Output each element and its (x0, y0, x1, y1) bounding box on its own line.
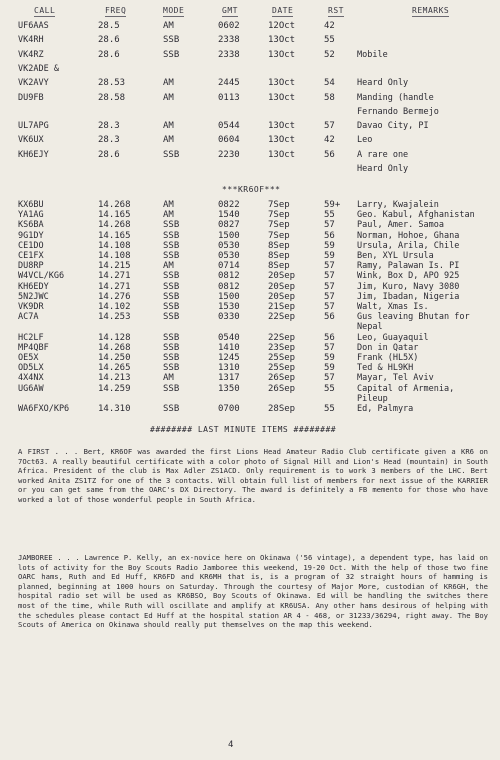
freq-cell: 14.271 (98, 281, 131, 292)
date-cell: 13Oct (268, 135, 296, 146)
rst-cell: 57 (324, 342, 335, 353)
freq-cell: 14.268 (98, 220, 131, 231)
mode-cell: AM (163, 78, 174, 89)
freq-cell: 28.53 (98, 78, 126, 89)
page-number: 4 (228, 740, 234, 750)
freq-cell: 14.102 (98, 302, 131, 312)
gmt-cell: 1350 (218, 383, 240, 394)
rst-cell: 56 (324, 230, 335, 241)
mode-cell: SSB (163, 35, 180, 46)
call-cell: KH6EDY (18, 281, 49, 292)
rst-cell: 57 (324, 373, 335, 384)
remarks-cell: Mayar, Tel Aviv (357, 373, 434, 384)
call-cell: AC7A (18, 312, 39, 323)
date-cell: 8Sep (268, 240, 290, 251)
call-cell: VK2ADE & (18, 63, 59, 74)
freq-cell: 28.6 (98, 49, 120, 60)
date-cell: 23Sep (268, 342, 296, 353)
freq-cell: 28.5 (98, 21, 120, 31)
rst-cell: 59 (324, 251, 335, 261)
call-cell: WA6FXO/KP6 (18, 404, 70, 414)
header-rst: RST (328, 6, 344, 15)
rst-cell: 59 (324, 240, 335, 251)
mode-cell: SSB (163, 342, 180, 353)
mode-cell: SSB (163, 240, 180, 251)
rst-cell: 57 (324, 121, 335, 132)
section-separator: ***KR6OF*** (222, 185, 281, 194)
rst-cell: 55 (324, 210, 335, 221)
rst-cell: 55 (324, 35, 335, 46)
header-remarks: REMARKS (412, 6, 450, 15)
remarks-cell: Don in Qatar (357, 342, 419, 353)
mode-cell: SSB (163, 312, 180, 323)
freq-cell: 14.253 (98, 312, 131, 323)
gmt-cell: 2445 (218, 78, 240, 89)
date-cell: 7Sep (268, 210, 290, 221)
mode-cell: SSB (163, 149, 180, 160)
mode-cell: SSB (163, 291, 180, 302)
date-cell: 28Sep (268, 404, 296, 414)
call-cell: VK4RZ (18, 49, 44, 60)
date-cell: 13Oct (268, 35, 296, 46)
gmt-cell: 1540 (218, 210, 240, 221)
mode-cell: SSB (163, 230, 180, 241)
gmt-cell: 0330 (218, 312, 240, 323)
remarks-cell: Wink, Box D, APO 925 (357, 271, 460, 282)
gmt-cell: 0530 (218, 240, 240, 251)
freq-cell: 14.215 (98, 261, 131, 272)
remarks-cell: Davao City, PI (357, 121, 429, 132)
freq-cell: 28.3 (98, 121, 120, 132)
date-cell: 25Sep (268, 353, 296, 363)
rst-cell: 54 (324, 78, 335, 89)
freq-cell: 28.3 (98, 135, 120, 146)
date-cell: 8Sep (268, 251, 290, 261)
freq-cell: 14.310 (98, 404, 131, 414)
date-cell: 20Sep (268, 271, 296, 282)
call-cell: KX6BU (18, 200, 44, 210)
paragraph-a-first: A FIRST . . . Bert, KR6OF was awarded the first Lions Head Amateur Radio Club certificate given a KR6 on 7Oct63. A really beautiful certificate with a color photo of Signal Hill and Lion's Head (mountain) in South Africa. President of the club is Max Adler ZS1ACD. Only requirement is to work 3 members of the LHC. Bert worked Anita ZS1TZ for one of the 3 contacts. Will obtain full list of members for next issue of the KARRIER or you can get same from the OARC's DX Directory. The award is definitely a FB memento for those who have worked a lot of those wonderful people in South Africa. (18, 447, 488, 504)
call-cell: UL7APG (18, 121, 49, 132)
rst-cell: 56 (324, 149, 335, 160)
freq-cell: 14.276 (98, 291, 131, 302)
date-cell: 21Sep (268, 302, 296, 312)
call-cell: VK2AVY (18, 78, 49, 89)
gmt-cell: 1245 (218, 353, 240, 363)
call-cell: YA1AG (18, 210, 44, 221)
freq-cell: 14.265 (98, 363, 131, 374)
mode-cell: AM (163, 21, 174, 31)
gmt-cell: 2338 (218, 49, 240, 60)
call-cell: UG6AW (18, 383, 44, 394)
remarks-cell: Heard Only (357, 78, 409, 89)
remarks-cell: Walt, Xmas Is. (357, 302, 429, 312)
mode-cell: SSB (163, 220, 180, 231)
date-cell: 13Oct (268, 121, 296, 132)
date-cell: 26Sep (268, 383, 296, 394)
freq-cell: 14.108 (98, 240, 131, 251)
freq-cell: 14.165 (98, 210, 131, 221)
remarks-cell: Gus leaving Bhutan for (357, 312, 470, 323)
remarks-cell: Ursula, Arila, Chile (357, 240, 460, 251)
date-cell: 13Oct (268, 92, 296, 103)
rst-cell: 42 (324, 21, 335, 31)
call-cell: DU8RP (18, 261, 44, 272)
remarks-cell: Pileup (357, 393, 388, 404)
remarks-cell: Ramy, Palawan Is. PI (357, 261, 460, 272)
rst-cell: 57 (324, 261, 335, 272)
call-cell: OD5LX (18, 363, 44, 374)
date-cell: 7Sep (268, 220, 290, 231)
header-call: CALL (34, 6, 56, 15)
freq-cell: 28.6 (98, 35, 120, 46)
remarks-cell: Jim, Kuro, Navy 3080 (357, 281, 460, 292)
call-cell: CE1FX (18, 251, 44, 261)
date-cell: 7Sep (268, 230, 290, 241)
gmt-cell: 0822 (218, 200, 240, 210)
rst-cell: 52 (324, 49, 335, 60)
date-cell: 26Sep (268, 373, 296, 384)
remarks-cell: Norman, Hohoe, Ghana (357, 230, 460, 241)
call-cell: VK9DR (18, 302, 44, 312)
mode-cell: SSB (163, 404, 180, 414)
gmt-cell: 0812 (218, 271, 240, 282)
remarks-cell: A rare one (357, 149, 409, 160)
gmt-cell: 0602 (218, 21, 240, 31)
gmt-cell: 0827 (218, 220, 240, 231)
mode-cell: AM (163, 92, 174, 103)
rst-cell: 59 (324, 363, 335, 374)
freq-cell: 14.128 (98, 332, 131, 343)
freq-cell: 14.268 (98, 342, 131, 353)
date-cell: 12Oct (268, 21, 296, 31)
call-cell: VK6UX (18, 135, 44, 146)
remarks-cell: Capital of Armenia, (357, 383, 455, 394)
gmt-cell: 2230 (218, 149, 240, 160)
mode-cell: SSB (163, 49, 180, 60)
call-cell: 5N2JWC (18, 291, 49, 302)
rst-cell: 57 (324, 220, 335, 231)
gmt-cell: 0540 (218, 332, 240, 343)
mode-cell: SSB (163, 363, 180, 374)
gmt-cell: 1310 (218, 363, 240, 374)
header-gmt: GMT (222, 6, 238, 15)
gmt-cell: 1500 (218, 291, 240, 302)
mode-cell: SSB (163, 302, 180, 312)
date-cell: 8Sep (268, 261, 290, 272)
call-cell: CE1DO (18, 240, 44, 251)
remarks-cell: Paul, Amer. Samoa (357, 220, 444, 231)
remarks-cell: Fernando Bermejo (357, 106, 439, 117)
date-cell: 20Sep (268, 281, 296, 292)
mode-cell: AM (163, 373, 174, 384)
date-cell: 25Sep (268, 363, 296, 374)
call-cell: 9G1DY (18, 230, 44, 241)
freq-cell: 14.268 (98, 200, 131, 210)
gmt-cell: 0700 (218, 404, 240, 414)
call-cell: HC2LF (18, 332, 44, 343)
call-cell: W4VCL/KG6 (18, 271, 65, 282)
remarks-cell: Mobile (357, 49, 388, 60)
call-cell: UF6AAS (18, 21, 49, 31)
rst-cell: 57 (324, 291, 335, 302)
remarks-cell: Leo, Guayaquil (357, 332, 429, 343)
mode-cell: SSB (163, 383, 180, 394)
remarks-cell: Manding (handle (357, 92, 434, 103)
date-cell: 13Oct (268, 49, 296, 60)
mode-cell: AM (163, 261, 174, 272)
remarks-cell: Jim, Ibadan, Nigeria (357, 291, 460, 302)
call-cell: KH6EJY (18, 149, 49, 160)
rst-cell: 59 (324, 353, 335, 363)
date-cell: 22Sep (268, 312, 296, 323)
rst-cell: 58 (324, 92, 335, 103)
freq-cell: 14.259 (98, 383, 131, 394)
gmt-cell: 0604 (218, 135, 240, 146)
call-cell: DU9FB (18, 92, 44, 103)
remarks-cell: Larry, Kwajalein (357, 200, 439, 210)
remarks-cell: Frank (HL5X) (357, 353, 419, 363)
last-minute-title: ######## LAST MINUTE ITEMS ######## (150, 425, 337, 434)
rst-cell: 56 (324, 312, 335, 323)
remarks-cell: Geo. Kabul, Afghanistan (357, 210, 475, 221)
header-freq: FREQ (105, 6, 127, 15)
freq-cell: 14.108 (98, 251, 131, 261)
gmt-cell: 1530 (218, 302, 240, 312)
mode-cell: SSB (163, 251, 180, 261)
rst-cell: 59+ (324, 200, 341, 210)
gmt-cell: 1410 (218, 342, 240, 353)
remarks-cell: Leo (357, 135, 373, 146)
remarks-cell: Heard Only (357, 164, 409, 174)
date-cell: 20Sep (268, 291, 296, 302)
freq-cell: 14.165 (98, 230, 131, 241)
mode-cell: SSB (163, 281, 180, 292)
rst-cell: 57 (324, 281, 335, 292)
rst-cell: 56 (324, 332, 335, 343)
call-cell: OE5X (18, 353, 39, 363)
date-cell: 7Sep (268, 200, 290, 210)
mode-cell: SSB (163, 332, 180, 343)
header-date: DATE (272, 6, 294, 15)
rst-cell: 42 (324, 135, 335, 146)
rst-cell: 55 (324, 383, 335, 394)
date-cell: 13Oct (268, 78, 296, 89)
call-cell: 4X4NX (18, 373, 44, 384)
gmt-cell: 2338 (218, 35, 240, 46)
freq-cell: 14.250 (98, 353, 131, 363)
rst-cell: 57 (324, 302, 335, 312)
mode-cell: SSB (163, 271, 180, 282)
gmt-cell: 0113 (218, 92, 240, 103)
freq-cell: 14.213 (98, 373, 131, 384)
mode-cell: AM (163, 210, 174, 221)
remarks-cell: Nepal (357, 322, 383, 333)
mode-cell: AM (163, 135, 174, 146)
gmt-cell: 1500 (218, 230, 240, 241)
remarks-cell: Ben, XYL Ursula (357, 251, 434, 261)
call-cell: VK4RH (18, 35, 44, 46)
paragraph-jamboree: JAMBOREE . . . Lawrence P. Kelly, an ex-novice here on Okinawa ('56 vintage), a dependent type, has laid on lots of activity for the Boy Scouts Radio Jamboree this weekend, 19-20 Oct. With the help of those two fine OARC hams, Ruth and Ed Huff, KR6FD and KR6MH that is, is a program of 32 straight hours of hamming is planned, beginning at 1000 hours on Saturday. Through the courtesy of Major More, custodian of KR6GH, the hospital radio set will be used as KR6BSO, Boy Scouts of Okinawa. Ed will be handling the switches there most of the time, while Ruth will oscillate and amplify at KR6USA. Any other hams desirous of helping with the schedules please contact Ed Huff at the hospital station AR 4 - 468, or 31233/36294, right away. The Boy Scouts of America on Okinawa should really put themselves on the map this weekend. (18, 553, 488, 630)
gmt-cell: 0530 (218, 251, 240, 261)
call-cell: MP4QBF (18, 342, 49, 353)
mode-cell: SSB (163, 353, 180, 363)
date-cell: 13Oct (268, 149, 296, 160)
header-mode: MODE (163, 6, 185, 15)
date-cell: 22Sep (268, 332, 296, 343)
remarks-cell: Ed, Palmyra (357, 404, 414, 414)
gmt-cell: 0544 (218, 121, 240, 132)
rst-cell: 57 (324, 271, 335, 282)
freq-cell: 28.6 (98, 149, 120, 160)
freq-cell: 28.58 (98, 92, 126, 103)
call-cell: KS6BA (18, 220, 44, 231)
gmt-cell: 0812 (218, 281, 240, 292)
freq-cell: 14.271 (98, 271, 131, 282)
gmt-cell: 0714 (218, 261, 240, 272)
rst-cell: 55 (324, 404, 335, 414)
remarks-cell: Ted & HL9KH (357, 363, 414, 374)
mode-cell: AM (163, 121, 174, 132)
gmt-cell: 1317 (218, 373, 240, 384)
mode-cell: AM (163, 200, 174, 210)
